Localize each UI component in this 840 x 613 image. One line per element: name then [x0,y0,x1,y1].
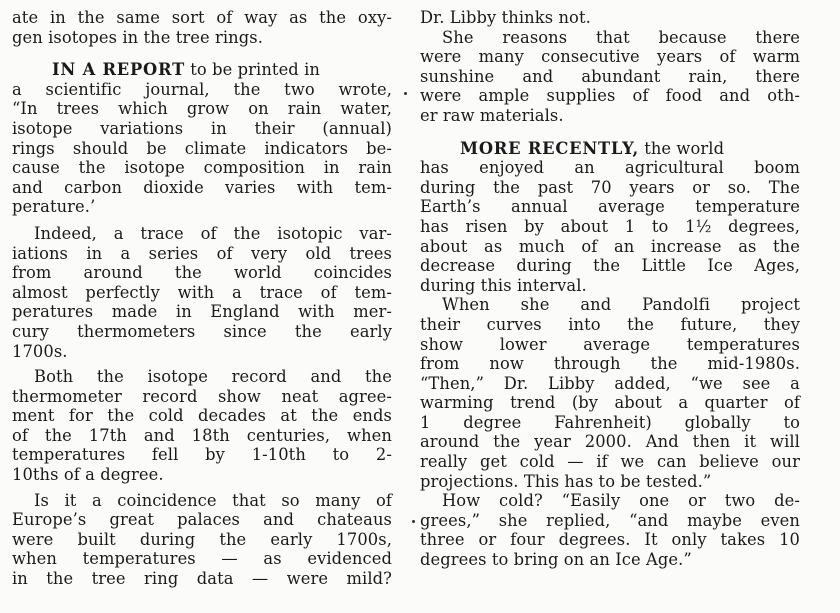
text-line: “Then,” Dr. Libby added, “we see a [420,373,800,393]
text-line: cury thermometers since the early [12,321,392,341]
text-fragment: the world [638,138,725,158]
text-line: three or four degrees. It only takes 10 [420,530,800,550]
text-line: Earth’s annual average temperature [420,197,800,217]
section-subhead: MORE RECENTLY, [460,138,639,158]
paragraph-indeed [12,224,392,361]
text-line: Indeed, a trace of the isotopic var- [34,223,392,243]
paragraph-pandolfi [420,295,800,491]
text-line: peratures made in England with mer- [12,302,392,322]
text-line: from around the world coincides [12,263,392,283]
text-line: Is it a coincidence that so many of [34,490,392,510]
section-subhead: IN A REPORT [52,60,185,80]
text-line: 1700s. [12,341,68,361]
text-line: thermometer record show neat agree- [12,386,392,406]
text-line: degrees to bring on an Ice Age.” [420,550,692,570]
text-line: were ample supplies of food and oth- [420,86,800,106]
text-line: around the year 2000. And then it will [420,432,800,452]
text-line: cause the isotope composition in rain [12,158,392,178]
text-line: in the tree ring data — were mild? [12,569,392,589]
text-line: and carbon dioxide varies with tem- [12,177,392,197]
text-line: perature.’ [12,197,96,217]
text-line [12,60,392,80]
text-line: warming trend (by about a quarter of [420,393,800,413]
text-line: 10ths of a degree. [12,465,164,485]
text-line [420,139,800,159]
text-line: er raw materials. [420,105,564,125]
text-line: iations in a series of very old trees [12,243,392,263]
text-line: isotope variations in their (annual) [12,118,392,138]
text-line: ate in the same sort of way as the oxy- [12,8,392,27]
text-line: grees,” she replied, “and maybe even [420,510,800,530]
paragraph-libby-thinks-not [420,8,800,28]
text-line: has risen by about 1 to 1½ degrees, [420,216,800,236]
text-line: has enjoyed an agricultural boom [420,158,800,178]
paragraph-coincidence [12,491,392,589]
text-line: sunshine and abundant rain, there [420,66,800,86]
text-line: When she and Pandolfi project [442,295,800,315]
text-line: She reasons that because there [442,27,800,47]
text-line: “In trees which grow on rain water, [12,99,392,119]
text-line: ment for the cold decades at the ends [12,406,392,426]
text-fragment: to be printed in [185,60,320,80]
paragraph-in-a-report [12,60,392,217]
text-line: really get cold — if we can believe our [420,452,800,472]
paragraph-how-cold [420,491,800,569]
text-line: a scientific journal, the two wrote, [12,79,392,99]
text-line: rings should be climate indicators be- [12,138,392,158]
text-line: about as much of an increase as the [420,236,800,256]
paragraph-more-recently [420,139,800,296]
text-line: their curves into the future, they [420,314,800,334]
text-line: Both the isotope record and the [34,367,392,387]
text-line: temperatures fell by 1-10th to 2- [12,445,392,465]
text-line: from now through the mid-1980s. [420,354,800,374]
ink-speck [404,92,407,95]
text-line: How cold? “Easily one or two de- [442,491,800,511]
text-line: were many consecutive years of warm [420,47,800,67]
text-line: when temperatures — as evidenced [12,549,392,569]
text-line: 1 degree Fahrenheit) globally to [420,412,800,432]
ink-speck [412,520,415,523]
right-column [420,0,800,570]
text-line: gen isotopes in the tree rings. [12,27,264,47]
text-line: during the past 70 years or so. The [420,177,800,197]
paragraph-both-records [12,367,392,485]
text-line: projections. This has to be tested.” [420,471,712,491]
text-line: of the 17th and 18th centuries, when [12,425,392,445]
text-line: during this interval. [420,275,587,295]
text-line: almost perfectly with a trace of tem- [12,282,392,302]
text-line: Europe’s great palaces and chateaus [12,510,392,530]
text-line: Dr. Libby thinks not. [420,8,591,27]
left-column [12,0,392,589]
text-line: decrease during the Little Ice Ages, [420,256,800,276]
text-line: show lower average temperatures [420,334,800,354]
paragraph-she-reasons [420,28,800,126]
paragraph-oxygen-isotopes [12,8,392,47]
text-line: were built during the early 1700s, [12,529,392,549]
